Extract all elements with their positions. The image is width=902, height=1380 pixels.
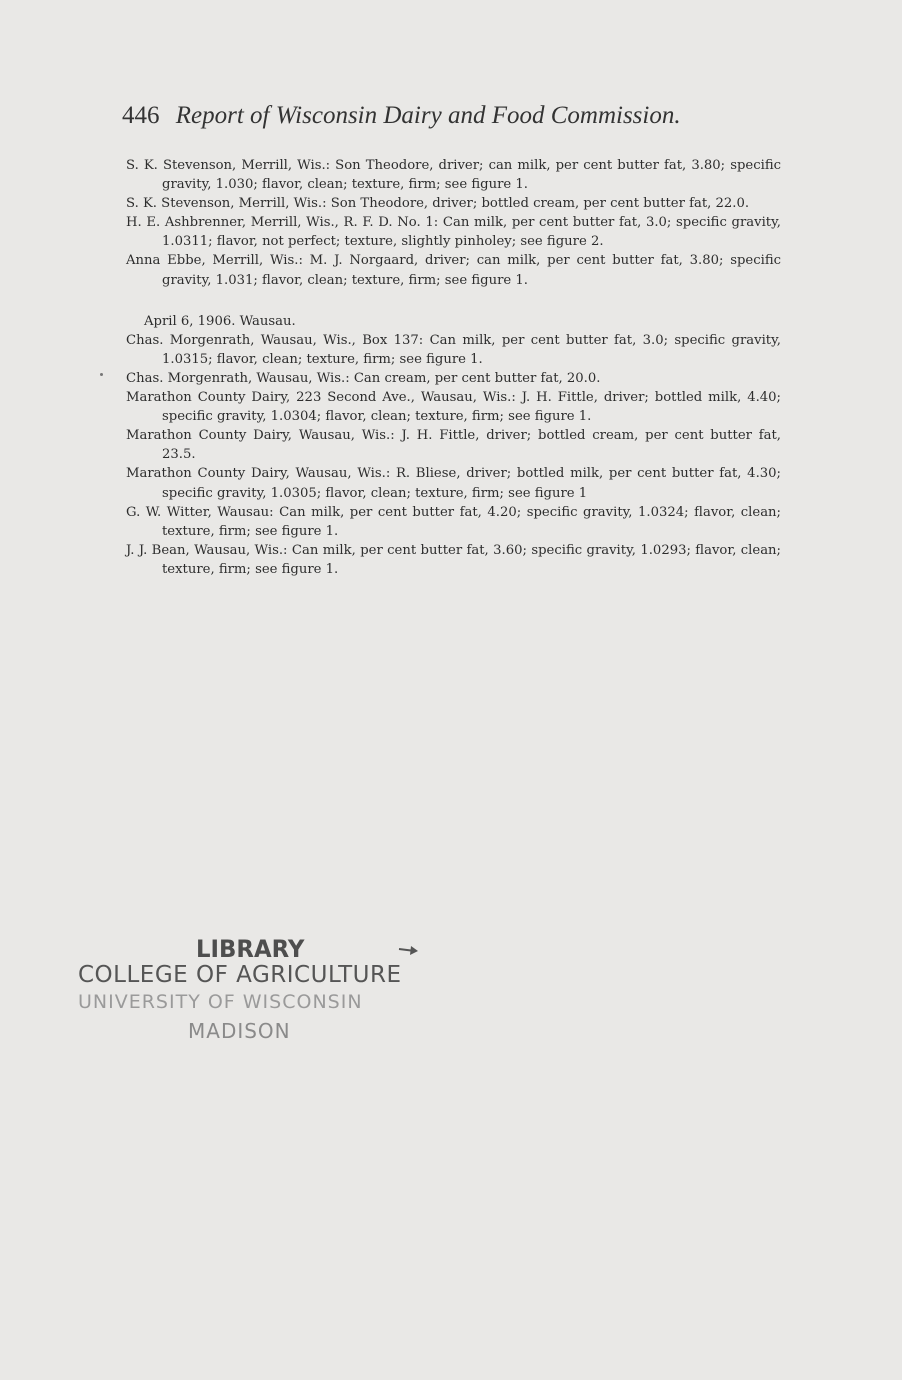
entry-morgenrath-cream: Chas. Morgenrath, Wausau, Wis.: Can cream, per cent butter fat, 20.0. xyxy=(126,370,601,386)
stamp-line-library: LIBRARY xyxy=(196,935,305,963)
entry-morgenrath-milk: Chas. Morgenrath, Wausau, Wis., Box 137: Can milk, per cent butter fat, 3.0; specific gravity, 1.0315; flavor, clean; texture, firm; see figure 1. xyxy=(126,332,781,367)
entry-marathon-bottled-milk: Marathon County Dairy, 223 Second Ave., Wausau, Wis.: J. H. Fittle, driver; bottled milk, 4.40; specific gravity, 1.0304; flavor, clean; texture, firm; see figure 1. xyxy=(126,390,781,425)
entry-stevenson-milk: S. K. Stevenson, Merrill, Wis.: Son Theodore, driver; can milk, per cent butter fat, 3.80; specific gravity, 1.030; flavor, clean; texture, firm; see figure 1. xyxy=(126,158,781,193)
entry-ashbrenner: H. E. Ashbrenner, Merrill, Wis., R. F. D. No. 1: Can milk, per cent butter fat, 3.0; specific gravity, 1.0311; flavor, not perfect; texture, slightly pinholey; see figure 2. xyxy=(126,215,781,250)
page-number: 446 xyxy=(122,102,160,129)
entry-marathon-bliese: Marathon County Dairy, Wausau, Wis.: R. Bliese, driver; bottled milk, per cent butter fat, 4.30; specific gravity, 1.0305; flavor, clean; texture, firm; see figure 1 xyxy=(126,466,781,501)
stamp-line-madison: MADISON xyxy=(188,1019,291,1043)
date-line: April 6, 1906. Wausau. xyxy=(144,313,296,329)
entry-marathon-bottled-cream: Marathon County Dairy, Wausau, Wis.: J. H. Fittle, driver; bottled cream, per cent butter fat, 23.5. xyxy=(126,428,781,463)
entry-bean: J. J. Bean, Wausau, Wis.: Can milk, per cent butter fat, 3.60; specific gravity, 1.0293; flavor, clean; texture, firm; see figure 1. xyxy=(126,542,781,577)
entry-witter: G. W. Witter, Wausau: Can milk, per cent butter fat, 4.20; specific gravity, 1.0324; flavor, clean; texture, firm; see figure 1. xyxy=(126,504,781,539)
stamp-line-university: UNIVERSITY OF WISCONSIN xyxy=(78,991,363,1013)
library-stamp xyxy=(78,935,438,1055)
arrow-icon xyxy=(398,943,420,957)
entry-stevenson-cream: S. K. Stevenson, Merrill, Wis.: Son Theodore, driver; bottled cream, per cent butter fat, 22.0. xyxy=(126,196,750,212)
stray-mark xyxy=(100,373,103,376)
stamp-line-college: COLLEGE OF AGRICULTURE xyxy=(78,962,402,988)
running-title: Report of Wisconsin Dairy and Food Commission. xyxy=(175,102,681,129)
entry-ebbe: Anna Ebbe, Merrill, Wis.: M. J. Norgaard, driver; can milk, per cent butter fat, 3.80; specific gravity, 1.031; flavor, clean; texture, firm; see figure 1. xyxy=(126,253,781,288)
report-body xyxy=(126,156,781,579)
running-head xyxy=(122,102,822,130)
